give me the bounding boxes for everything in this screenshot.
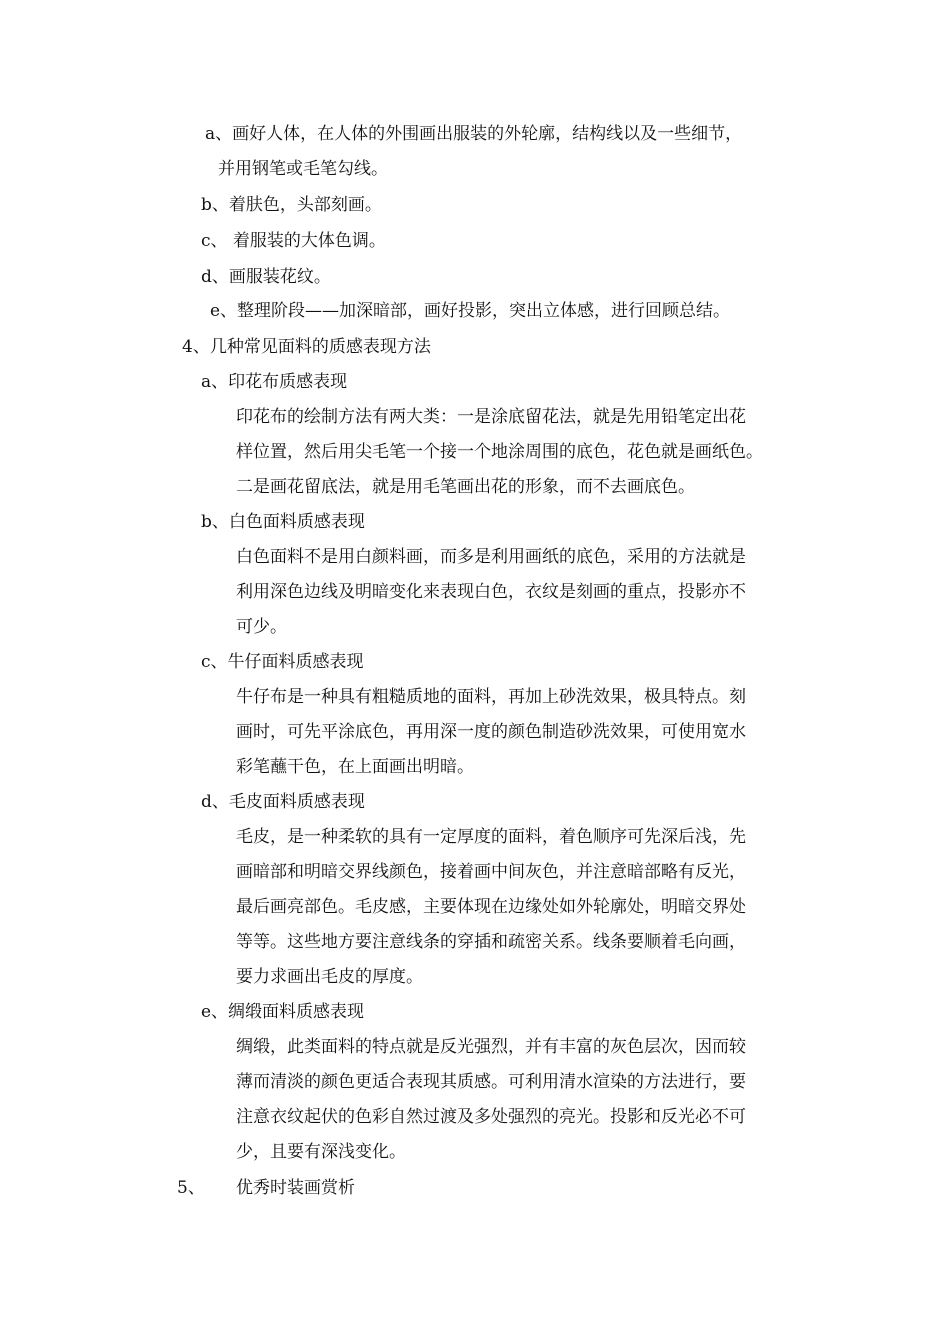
item-b-title: b、白色面料质感表现 (201, 512, 365, 532)
section-5-number: 5、 (177, 1178, 205, 1198)
item-e-line-1: 绸缎，此类面料的特点就是反光强烈，并有丰富的灰色层次，因而较 (236, 1037, 746, 1057)
item-d-line-4: 等等。这些地方要注意线条的穿插和疏密关系。线条要顺着毛向画， (236, 932, 746, 952)
item-d-line-2: 画暗部和明暗交界线颜色，接着画中间灰色，并注意暗部略有反光， (236, 862, 746, 882)
item-c-title: c、牛仔面料质感表现 (201, 652, 364, 672)
item-e-line-3: 注意衣纹起伏的色彩自然过渡及多处强烈的亮光。投影和反光必不可 (236, 1107, 746, 1127)
item-e-title: e、绸缎面料质感表现 (201, 1002, 365, 1022)
item-d-line-3: 最后画亮部色。毛皮感，主要体现在边缘处如外轮廓处，明暗交界处 (236, 897, 746, 917)
item-c-line-3: 彩笔蘸干色，在上面画出明暗。 (236, 757, 474, 777)
item-a-line-1: 印花布的绘制方法有两大类：一是涂底留花法，就是先用铅笔定出花 (236, 407, 746, 427)
step-c: c、 着服装的大体色调。 (201, 231, 386, 251)
step-e: e、整理阶段——加深暗部，画好投影，突出立体感，进行回顾总结。 (210, 301, 731, 321)
section-4-heading: 4、几种常见面料的质感表现方法 (182, 337, 431, 357)
item-a-line-2: 样位置，然后用尖毛笔一个接一个地涂周围的底色，花色就是画纸色。 (236, 442, 763, 462)
item-c-line-1: 牛仔布是一种具有粗糙质地的面料，再加上砂洗效果，极具特点。刻 (236, 687, 746, 707)
item-e-line-2: 薄而清淡的颜色更适合表现其质感。可利用清水渲染的方法进行，要 (236, 1072, 746, 1092)
step-d: d、画服装花纹。 (201, 267, 331, 287)
item-d-line-1: 毛皮，是一种柔软的具有一定厚度的面料，着色顺序可先深后浅，先 (236, 827, 746, 847)
item-a-title: a、印花布质感表现 (201, 372, 348, 392)
step-a-line-2: 并用钢笔或毛笔勾线。 (218, 159, 388, 179)
step-b: b、着肤色，头部刻画。 (201, 195, 382, 215)
item-a-line-3: 二是画花留底法，就是用毛笔画出花的形象，而不去画底色。 (236, 477, 695, 497)
step-a-line-1: a、画好人体，在人体的外围画出服装的外轮廓，结构线以及一些细节， (205, 124, 743, 144)
section-5-title: 优秀时装画赏析 (236, 1178, 355, 1198)
item-e-line-4: 少，且要有深浅变化。 (236, 1142, 406, 1162)
item-b-line-2: 利用深色边线及明暗变化来表现白色，衣纹是刻画的重点，投影亦不 (236, 582, 746, 602)
item-d-line-5: 要力求画出毛皮的厚度。 (236, 967, 423, 987)
item-b-line-3: 可少。 (236, 617, 287, 637)
item-d-title: d、毛皮面料质感表现 (201, 792, 365, 812)
item-c-line-2: 画时，可先平涂底色，再用深一度的颜色制造砂洗效果，可使用宽水 (236, 722, 746, 742)
item-b-line-1: 白色面料不是用白颜料画，而多是利用画纸的底色，采用的方法就是 (236, 547, 746, 567)
